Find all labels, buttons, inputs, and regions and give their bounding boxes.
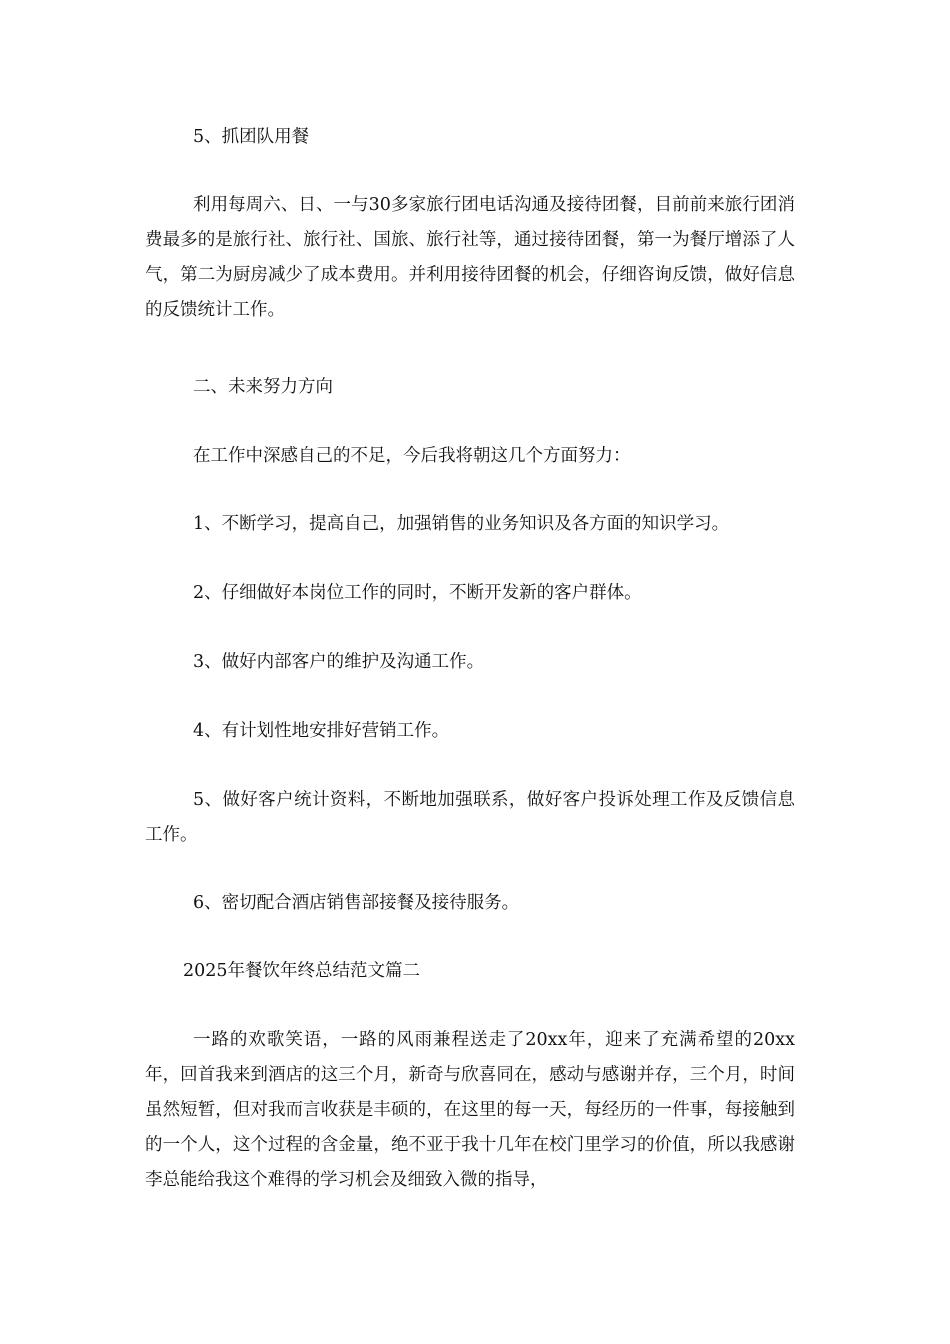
plan-item-6: 6、密切配合酒店销售部接餐及接待服务。 bbox=[193, 893, 520, 913]
plan-item-1: 1、不断学习，提高自己，加强销售的业务知识及各方面的知识学习。 bbox=[193, 514, 730, 534]
article-two-title: 2025年餐饮年终总结范文篇二 bbox=[183, 961, 421, 981]
section-two-title: 二、未来努力方向 bbox=[193, 377, 333, 397]
plan-item-3: 3、做好内部客户的维护及沟通工作。 bbox=[193, 652, 485, 672]
item-group-meal-title: 5、抓团队用餐 bbox=[193, 127, 310, 147]
plan-item-5: 5、做好客户统计资料，不断地加强联系，做好客户投诉处理工作及反馈信息工作。 bbox=[145, 790, 795, 845]
article-two-paragraph: 一路的欢歌笑语，一路的风雨兼程送走了20xx年，迎来了充满希望的20xx年，回首我来到酒店的这三个月，新奇与欣喜同在，感动与感谢并存，三个月，时间虽然短暂，但对我而言收获是丰硕的，在这里的每一天，每经历的一件事，每接触到的一个人，这个过程的含金量，绝不亚于我十几年在校门里学习的价值，所以我感谢李总能给我这个难得的学习机会及细致入微的指导， bbox=[145, 1030, 795, 1190]
plan-item-4: 4、有计划性地安排好营销工作。 bbox=[193, 721, 450, 741]
section-two-intro: 在工作中深感自己的不足，今后我将朝这几个方面努力： bbox=[193, 446, 631, 466]
item-group-meal-paragraph: 利用每周六、日、一与30多家旅行团电话沟通及接待团餐，目前前来旅行团消费最多的是旅行社、旅行社、国旅、旅行社等，通过接待团餐，第一为餐厅增添了人气，第二为厨房减少了成本费用。并利用接待团餐的机会，仔细咨询反馈，做好信息的反馈统计工作。 bbox=[145, 195, 795, 320]
plan-item-2: 2、仔细做好本岗位工作的同时，不断开发新的客户群体。 bbox=[193, 583, 642, 603]
